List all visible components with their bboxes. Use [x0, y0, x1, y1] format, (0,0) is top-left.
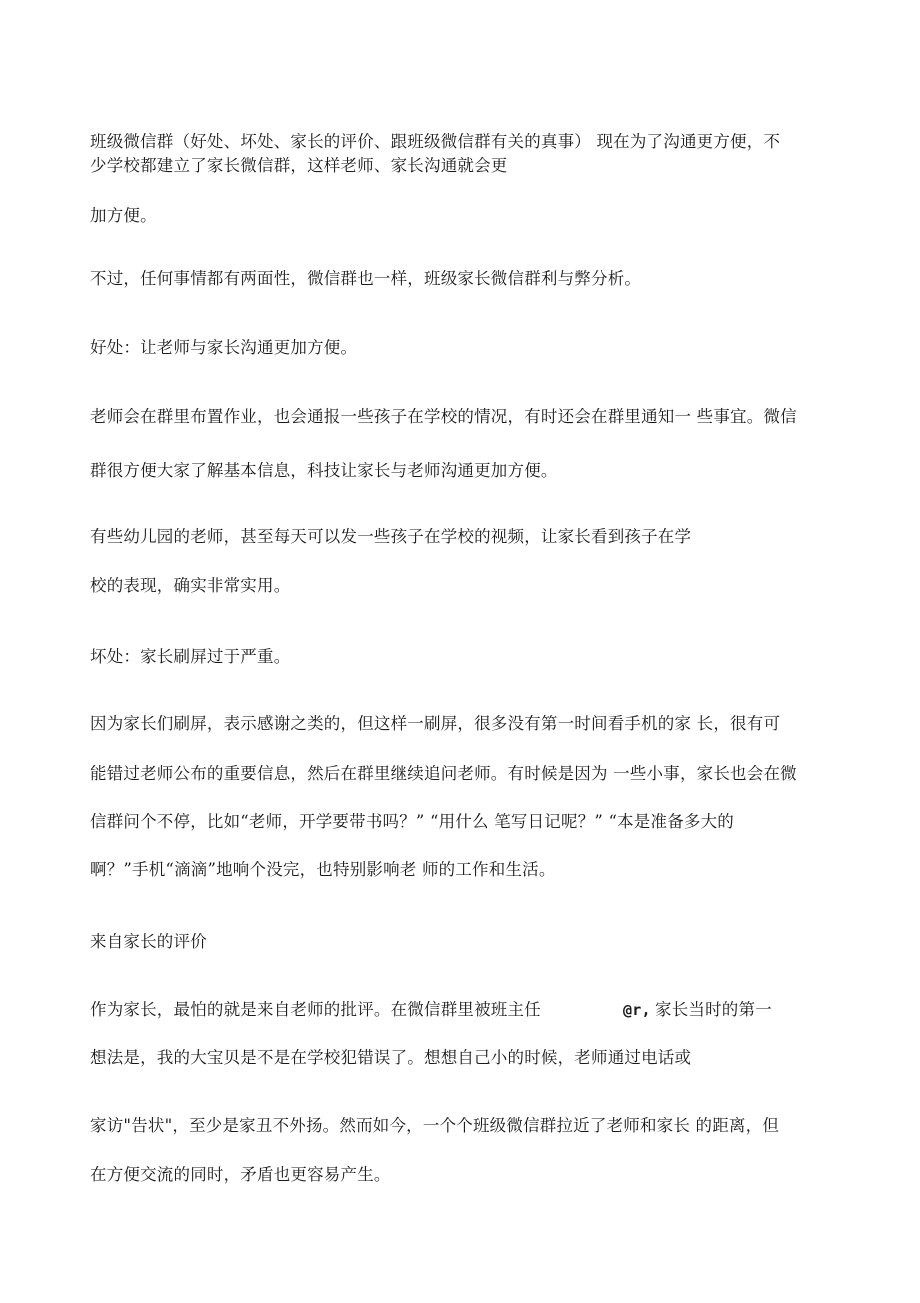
section-heading-parent-reviews: 来自家长的评价 — [90, 932, 207, 951]
text-line: 啊？”手机“滴滴”地响个没完，也特别影响老 师的工作和生活。 — [90, 860, 556, 879]
text-line: 作为家长，最怕的就是来自老师的批评。在微信群里被班主任 — [90, 1000, 541, 1019]
text-line: 家长当时的第一 — [655, 1000, 772, 1019]
text-line: 加方便。 — [90, 206, 157, 225]
section-heading-disadvantages: 坏处：家长刷屏过于严重。 — [90, 647, 291, 666]
text-line: 能错过老师公布的重要信息，然后在群里继续追问老师。有时候是因为 一些小事，家长也会在微 — [90, 764, 797, 783]
text-line: 想法是，我的大宝贝是不是在学校犯错误了。想想自己小的时候，老师通过电话或 — [90, 1048, 692, 1067]
mention-tag: @r, — [623, 1001, 651, 1019]
text-line: 少学校都建立了家长微信群，这样老师、家长沟通就会更 — [90, 156, 508, 175]
text-line: 因为家长们刷屏，表示感谢之类的，但这样一刷屏，很多没有第一时间看手机的家 长，很有可 — [90, 714, 781, 733]
text-line: 校的表现，确实非常实用。 — [90, 576, 291, 595]
text-line: 不过，任何事情都有两面性，微信群也一样，班级家长微信群利与弊分析。 — [90, 269, 642, 288]
text-line: 家访"告状"，至少是家丑不外扬。然而如今，一个个班级微信群拉近了老师和家长 的距离，但 — [90, 1116, 780, 1135]
text-line: 班级微信群（好处、坏处、家长的评价、跟班级微信群有关的真事） 现在为了沟通更方便，不 — [90, 132, 781, 151]
text-line: 老师会在群里布置作业，也会通报一些孩子在学校的情况，有时还会在群里通知一 些事宜。微信 — [90, 407, 797, 426]
section-heading-advantages: 好处：让老师与家长沟通更加方便。 — [90, 338, 358, 357]
text-line: 在方便交流的同时，矛盾也更容易产生。 — [90, 1165, 391, 1184]
text-line: 群很方便大家了解基本信息，科技让家长与老师沟通更加方便。 — [90, 461, 558, 480]
text-line: 有些幼儿园的老师，甚至每天可以发一些孩子在学校的视频，让家长看到孩子在学 — [90, 527, 692, 546]
text-line: 信群问个不停，比如“老师，开学要带书吗？” “用什么 笔写日记呢？” “本是准备多大的 — [90, 812, 735, 831]
